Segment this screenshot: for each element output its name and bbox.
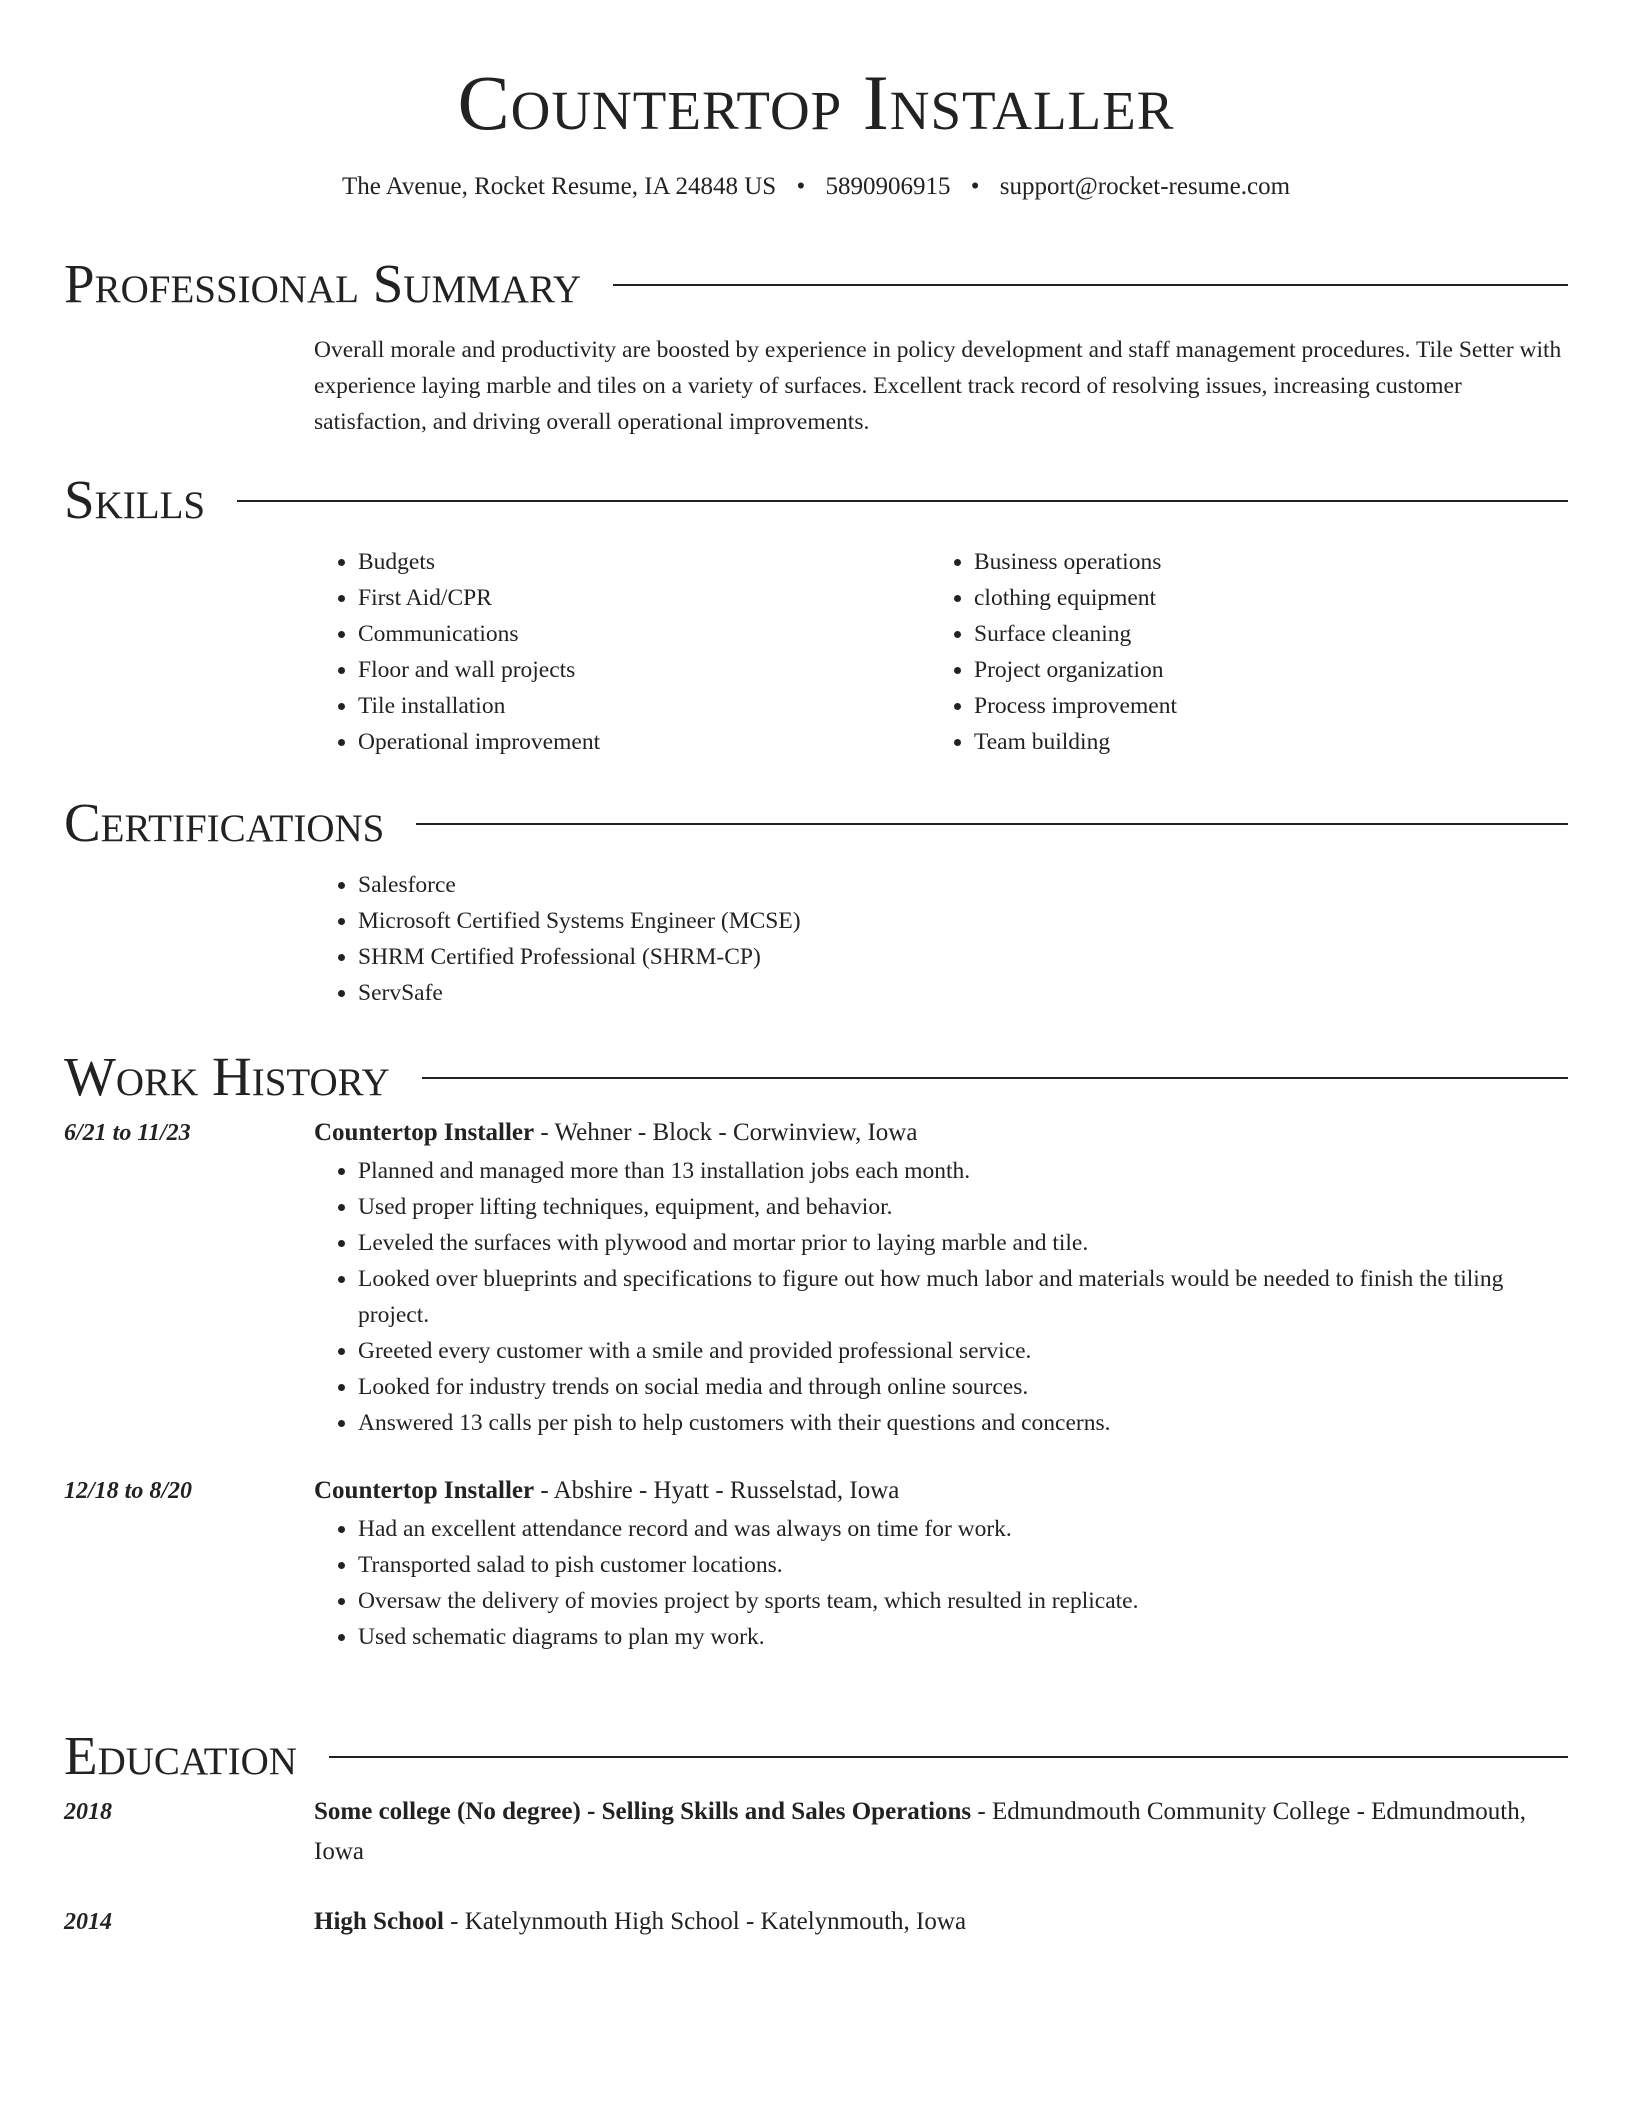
- summary-title: Professional Summary: [64, 253, 582, 314]
- job-bullet: • Answered 13 calls per pish to help customers with their questions and concerns.: [358, 1405, 1568, 1441]
- education-title: Education: [64, 1725, 297, 1786]
- skill-item: • Process improvement: [974, 688, 1546, 724]
- education-year: 2018: [64, 1799, 112, 1825]
- skill-item: • First Aid/CPR: [358, 580, 930, 616]
- skill-item: • Surface cleaning: [974, 616, 1546, 652]
- education-entry: [64, 1902, 1568, 1942]
- job-dates: 6/21 to 11/23: [64, 1120, 191, 1146]
- skill-item: • Budgets: [358, 544, 930, 580]
- certification-item: • SHRM Certified Professional (SHRM-CP): [358, 939, 1568, 975]
- contact-email: support@rocket-resume.com: [999, 173, 1291, 200]
- skills-section: [64, 470, 1568, 760]
- job-entry: [64, 1113, 1568, 1441]
- skills-list-right: [930, 544, 1546, 760]
- summary-text: Overall morale and productivity are boosted by experience in policy development and staff management procedures. Tile Setter with experience laying marble and tiles on a variety of surfaces. Excellent track record of resolving issues, increasing customer satisfaction, and driving overall operational improvements.: [314, 337, 1562, 435]
- education-line: [314, 1792, 1568, 1872]
- education-degree: Some college (No degree) - Selling Skills and Sales Operations: [314, 1798, 972, 1825]
- summary-heading: [64, 254, 1568, 314]
- certifications-section: [64, 793, 1568, 1011]
- section-divider: [416, 823, 1568, 825]
- job-bullet: • Used schematic diagrams to plan my work.: [358, 1619, 1568, 1655]
- work-history-section: [64, 1047, 1568, 1655]
- skill-item: • Operational improvement: [358, 724, 930, 760]
- skills-title: Skills: [64, 469, 206, 530]
- certification-item: • Microsoft Certified Systems Engineer (MCSE): [358, 903, 1568, 939]
- job-title-line: [314, 1471, 1568, 1511]
- work-history-heading: [64, 1047, 1568, 1107]
- contact-separator: •: [970, 173, 980, 200]
- certifications-title: Certifications: [64, 792, 385, 853]
- skills-column-right: [930, 544, 1546, 760]
- job-dates: 12/18 to 8/20: [64, 1478, 193, 1504]
- education-year: 2014: [64, 1909, 112, 1935]
- job-bullet: • Planned and managed more than 13 installation jobs each month.: [358, 1153, 1568, 1189]
- skill-item: • Project organization: [974, 652, 1546, 688]
- education-degree: High School: [314, 1908, 444, 1935]
- job-employer: - Wehner - Block - Corwinview, Iowa: [534, 1119, 918, 1146]
- job-role: Countertop Installer: [314, 1477, 535, 1504]
- education-line: [314, 1902, 1568, 1942]
- job-bullet: • Had an excellent attendance record and was always on time for work.: [358, 1511, 1568, 1547]
- job-bullets: [314, 1511, 1568, 1655]
- education-entry: [64, 1792, 1568, 1872]
- skill-item: • Business operations: [974, 544, 1546, 580]
- job-bullet: • Leveled the surfaces with plywood and mortar prior to laying marble and tile.: [358, 1225, 1568, 1261]
- skill-item: • Team building: [974, 724, 1546, 760]
- job-entry: [64, 1471, 1568, 1655]
- education-school: - Katelynmouth High School - Katelynmouth, Iowa: [443, 1908, 967, 1935]
- skill-item: • clothing equipment: [974, 580, 1546, 616]
- job-title-line: [314, 1113, 1568, 1153]
- skills-grid: [314, 544, 1568, 760]
- job-bullet: • Looked for industry trends on social media and through online sources.: [358, 1369, 1568, 1405]
- job-body: [314, 1113, 1568, 1441]
- certifications-heading: [64, 793, 1568, 853]
- contact-separator: •: [796, 173, 806, 200]
- job-bullet: • Looked over blueprints and specifications to figure out how much labor and materials would be needed to finish the tiling project.: [358, 1261, 1568, 1333]
- job-body: [314, 1471, 1568, 1655]
- skill-item: • Tile installation: [358, 688, 930, 724]
- job-bullet: • Oversaw the delivery of movies project by sports team, which resulted in replicate.: [358, 1583, 1568, 1619]
- section-divider: [237, 500, 1568, 502]
- certifications-list: [314, 867, 1568, 1011]
- skills-list-left: [314, 544, 930, 760]
- skills-column-left: [314, 544, 930, 760]
- skill-item: • Floor and wall projects: [358, 652, 930, 688]
- section-divider: [613, 284, 1568, 286]
- job-bullet: • Used proper lifting techniques, equipment, and behavior.: [358, 1189, 1568, 1225]
- job-role: Countertop Installer: [314, 1119, 535, 1146]
- skill-item: • Communications: [358, 616, 930, 652]
- skills-heading: [64, 470, 1568, 530]
- section-divider: [329, 1756, 1568, 1758]
- contact-phone: 5890906915: [825, 173, 951, 200]
- education-heading: [64, 1726, 1568, 1786]
- education-section: [64, 1726, 1568, 1942]
- candidate-name: Countertop Installer: [457, 59, 1175, 146]
- certification-item: • ServSafe: [358, 975, 1568, 1011]
- job-bullet: • Transported salad to pish customer locations.: [358, 1547, 1568, 1583]
- contact-line: [0, 170, 1632, 204]
- work-history-title: Work History: [64, 1046, 390, 1107]
- job-bullet: • Greeted every customer with a smile and provided professional service.: [358, 1333, 1568, 1369]
- certifications-body: [314, 867, 1568, 1011]
- education-school: - Edmundmouth Community College - Edmundmouth, Iowa: [314, 1798, 1527, 1865]
- section-divider: [422, 1077, 1568, 1079]
- job-bullets: [314, 1153, 1568, 1441]
- certification-item: • Salesforce: [358, 867, 1568, 903]
- contact-address: The Avenue, Rocket Resume, IA 24848 US: [341, 173, 777, 200]
- summary-section: [64, 254, 1568, 440]
- job-employer: - Abshire - Hyatt - Russelstad, Iowa: [534, 1477, 900, 1504]
